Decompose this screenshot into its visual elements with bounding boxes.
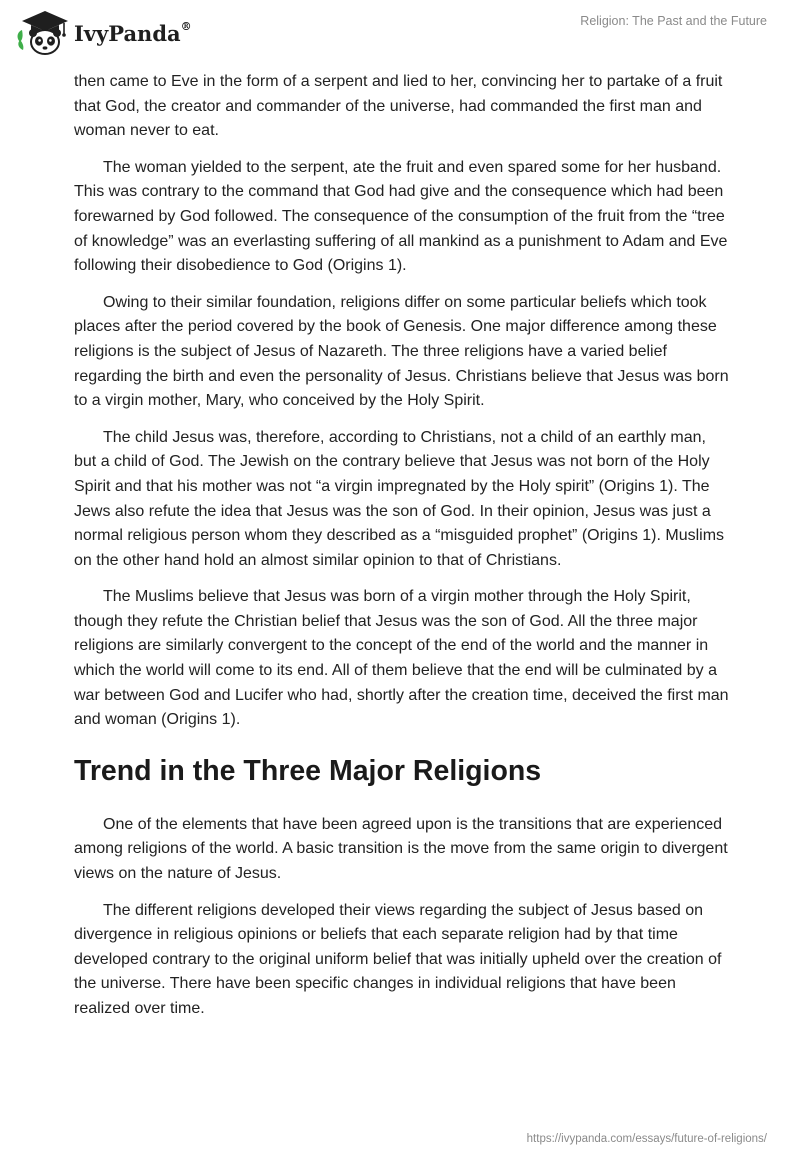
section-paragraph-2: The different religions developed their views regarding the subject of Jesus based on divergence in religious opinions or beliefs that each separate religion had by that time developed contrary to the original uniform belief that was initially upheld over the creation of the universe. There have been specific changes in individual religions that have been realized over time. <box>74 901 722 1017</box>
ivypanda-logo[interactable] <box>14 8 192 56</box>
footer-source-url[interactable]: https://ivypanda.com/essays/future-of-religions/ <box>526 1133 767 1145</box>
paragraph-5: The Muslims believe that Jesus was born of a virgin mother through the Holy Spirit, though they refute the Christian belief that Jesus was the son of God. All the three major religions are similarly convergent to the concept of the end of the world and the manner in which the world will come to its end. All of them believe that the end will be culminated by a war between God and Lucifer who had, shortly after the creation time, deceived the first man and woman (Origins 1). <box>74 588 729 729</box>
section-heading: Trend in the Three Major Religions <box>74 754 542 787</box>
essay-content <box>74 70 730 1034</box>
page-header <box>0 0 800 64</box>
paragraph-1: then came to Eve in the form of a serpent and lied to her, convincing her to partake of a fruit that God, the creator and commander of the universe, had commanded the first man and woman never to eat. <box>74 73 723 140</box>
section-paragraph-1: One of the elements that have been agreed upon is the transitions that are experienced among religions of the world. A basic transition is the move from the same origin to divergent views on the nature of Jesus. <box>74 815 728 883</box>
panda-graduate-icon <box>14 8 70 56</box>
paragraph-4: The child Jesus was, therefore, according to Christians, not a child of an earthly man, but a child of God. The Jewish on the contrary believe that Jesus was not born of the Holy Spirit and that his mother was not “a virgin impregnated by the Holy spirit” (Origins 1). The Jews also refute the idea that Jesus was the son of God. In their opinion, Jesus was just a normal religious person whom they described as a “misguided prophet” (Origins 1). Muslims on the other hand hold an almost similar opinion to that of Christians. <box>74 428 725 569</box>
paragraph-2: The woman yielded to the serpent, ate the fruit and even spared some for her husband. This was contrary to the command that God had give and the consequence which had been forewarned by God followed. The consequence of the consumption of the fruit from the “tree of knowledge” was an everlasting suffering of all mankind as a punishment to Adam and Eve following their disobedience to God (Origins 1). <box>74 158 728 275</box>
paragraph-3: Owing to their similar foundation, religions differ on some particular beliefs which took places after the period covered by the book of Genesis. One major difference among these religions is the subject of Jesus of Nazareth. The three religions have a varied belief regarding the birth and even the personality of Jesus. Christians believe that Jesus was born to a virgin mother, Mary, who conceived by the Holy Spirit. <box>74 293 729 410</box>
brand-name: IvyPanda® <box>74 19 192 46</box>
registered-mark: ® <box>180 19 192 33</box>
document-title: Religion: The Past and the Future <box>580 14 767 28</box>
